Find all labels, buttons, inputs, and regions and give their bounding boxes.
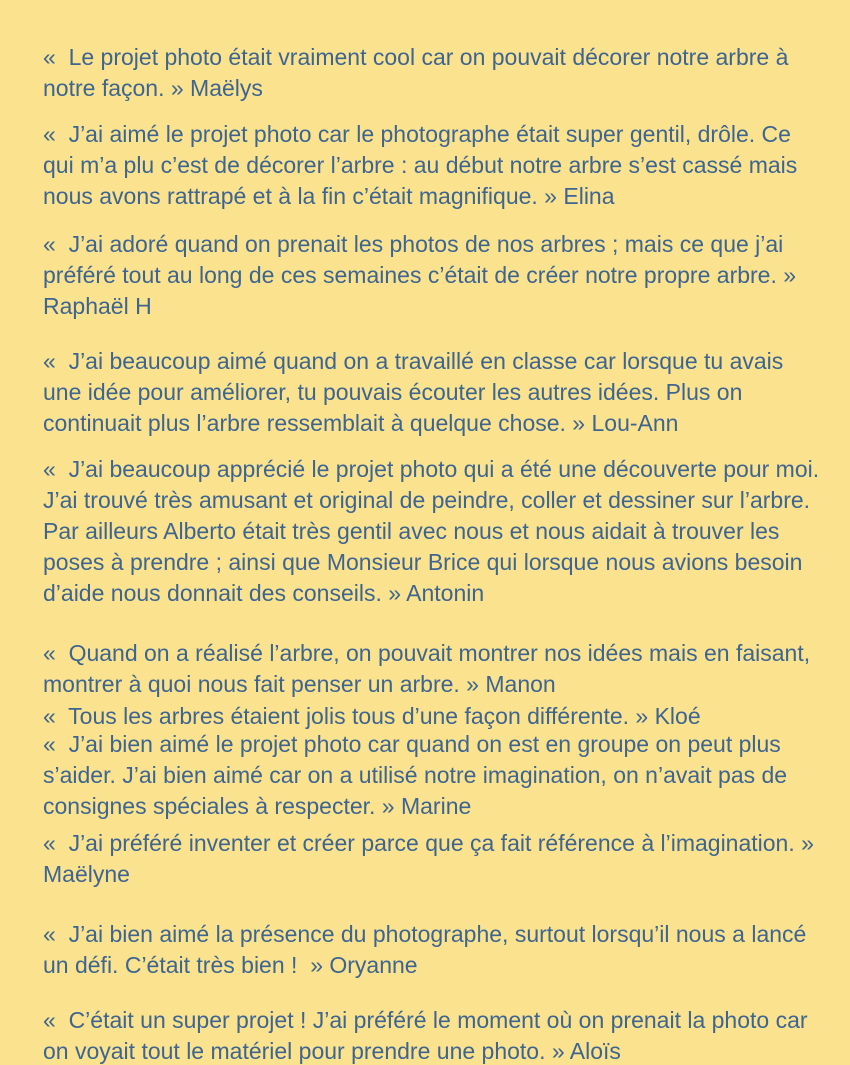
quote-paragraph (43, 346, 832, 439)
quote-line: s’aider. J’ai bien aimé car on a utilisé notre imagination, on n’avait pas de (43, 762, 788, 788)
quote-line: une idée pour améliorer, tu pouvais écouter les autres idées. Plus on (43, 379, 743, 405)
quote-line: nous avons rattrapé et à la fin c’était magnifique. » Elina (43, 183, 615, 209)
quote-line: J’ai trouvé très amusant et original de peindre, coller et dessiner sur l’arbre. (43, 487, 811, 513)
quote-paragraph (43, 828, 832, 890)
quote-paragraph (43, 729, 832, 822)
quote-paragraph (43, 701, 832, 732)
quote-paragraph (43, 1005, 832, 1065)
quote-paragraph (43, 229, 832, 322)
quote-line: « J’ai beaucoup apprécié le projet photo qui a été une découverte pour moi. (43, 456, 820, 482)
quotes-list (43, 42, 832, 1065)
quote-line: « J’ai bien aimé le projet photo car quand on est en groupe on peut plus (43, 731, 781, 757)
quote-line: d’aide nous donnait des conseils. » Antonin (43, 580, 485, 606)
quote-line: « J’ai aimé le projet photo car le photographe était super gentil, drôle. Ce (43, 121, 791, 147)
quote-line: montrer à quoi nous fait penser un arbre. » Manon (43, 671, 556, 697)
quote-line: « Tous les arbres étaient jolis tous d’une façon différente. » Kloé (43, 703, 701, 729)
quote-paragraph (43, 919, 832, 981)
quote-line: préféré tout au long de ces semaines c’était de créer notre propre arbre. » (43, 262, 797, 288)
quote-paragraph (43, 454, 832, 609)
quote-line: poses à prendre ; ainsi que Monsieur Brice qui lorsque nous avions besoin (43, 549, 803, 575)
quote-line: continuait plus l’arbre ressemblait à quelque chose. » Lou-Ann (43, 410, 679, 436)
quote-line: un défi. C’était très bien ! » Oryanne (43, 952, 418, 978)
quote-paragraph (43, 119, 832, 212)
quote-line: « J’ai beaucoup aimé quand on a travaillé en classe car lorsque tu avais (43, 348, 784, 374)
quote-line: « J’ai bien aimé la présence du photographe, surtout lorsqu’il nous a lancé (43, 921, 807, 947)
quote-line: Par ailleurs Alberto était très gentil avec nous et nous aidait à trouver les (43, 518, 780, 544)
quote-paragraph (43, 42, 832, 104)
quote-line: « Quand on a réalisé l’arbre, on pouvait montrer nos idées mais en faisant, (43, 640, 811, 666)
quote-line: notre façon. » Maëlys (43, 75, 263, 101)
quote-line: « Le projet photo était vraiment cool car on pouvait décorer notre arbre à (43, 44, 789, 70)
quote-line: Maëlyne (43, 861, 130, 887)
quote-line: qui m’a plu c’est de décorer l’arbre : au début notre arbre s’est cassé mais (43, 152, 798, 178)
quote-line: « J’ai préféré inventer et créer parce que ça fait référence à l’imagination. » (43, 830, 814, 856)
quote-line: « C’était un super projet ! J’ai préféré le moment où on prenait la photo car (43, 1007, 808, 1033)
quote-line: « J’ai adoré quand on prenait les photos de nos arbres ; mais ce que j’ai (43, 231, 784, 257)
quote-paragraph (43, 638, 832, 700)
quote-line: consignes spéciales à respecter. » Marine (43, 793, 472, 819)
quote-line: Raphaël H (43, 293, 152, 319)
quote-line: on voyait tout le matériel pour prendre une photo. » Aloïs (43, 1038, 621, 1064)
